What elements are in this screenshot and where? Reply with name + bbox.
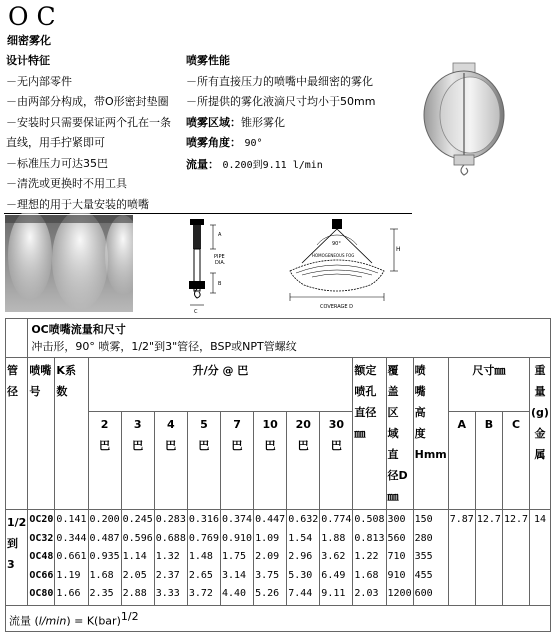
orifice-value: 2.03 (354, 588, 379, 599)
flow-label: 流量： (186, 157, 219, 171)
dim-a-cell: 7.87 (448, 510, 475, 606)
flow-value: 4.40 (221, 588, 247, 599)
flow-value: 1.14 (122, 551, 147, 562)
col-k-label: 数 (56, 385, 68, 398)
k-value: 1.19 (56, 569, 81, 581)
flow-value: 0.688 (155, 532, 186, 544)
col-k-label: K系 (56, 364, 76, 377)
col-height-label: 喷 (414, 364, 426, 377)
col-pressure (287, 412, 320, 510)
performance-heading: 喷雾性能 (186, 54, 230, 67)
dim-c-cell: 12.7 (502, 510, 529, 606)
pressure-unit: 巴 (297, 439, 309, 453)
flow-value: 0.632 (288, 514, 319, 525)
spray-angle-label: 喷雾角度： (186, 136, 241, 149)
flow-value: 1.32 (155, 551, 180, 562)
pressure-value: 7 (233, 418, 241, 432)
flow-cell (88, 510, 121, 606)
formula-mid: ) = K(bar) (66, 614, 121, 628)
spray-area-value: 锥形雾化 (241, 115, 285, 129)
col-height (413, 358, 448, 510)
flow-value: 2.88 (122, 588, 147, 599)
col-model-label: 喷嘴 (29, 364, 52, 377)
col-weight-label: 金属 (534, 427, 546, 461)
dim-label-b: B (218, 281, 222, 287)
col-orifice-label: 喷孔 (354, 385, 377, 398)
pressure-value: 5 (200, 418, 208, 432)
flow-value: 0.774 (321, 514, 352, 525)
flow-value: 1.75 (221, 551, 247, 562)
flow-value: 6.49 (321, 569, 346, 581)
orifice-value: 0.813 (354, 532, 385, 544)
col-coverage-label: 径D (387, 469, 408, 482)
design-item: 直线，用手拧紧即可 (6, 136, 105, 149)
col-model (28, 358, 55, 510)
table-caption (28, 319, 551, 358)
col-orifice-label: 额定 (354, 364, 377, 377)
flow-value: 0.596 (122, 532, 153, 544)
dim-label-a: A (218, 232, 222, 238)
col-pressure (88, 412, 121, 510)
height-cell (413, 510, 448, 606)
design-item: －理想的用于大量安装的喷嘴 (6, 197, 149, 211)
fog-label: HOMOGENEOUS FOG (312, 253, 355, 258)
performance-item: －所有直接压力的喷嘴中最细密的雾化 (186, 74, 373, 88)
flow-cell (121, 510, 154, 606)
flow-value: 1.68 (89, 569, 114, 581)
flow-cell (154, 510, 187, 606)
flow-value: 0.910 (221, 532, 253, 544)
table-description: 冲击形，90° 喷雾，1/2"到3"管径，BSP或NPT管螺纹 (31, 340, 297, 353)
col-pipe-size (6, 358, 28, 510)
pressure-unit: 巴 (165, 439, 177, 453)
col-pressure (220, 412, 253, 510)
k-value: 0.344 (56, 532, 87, 544)
col-k-factor (55, 358, 88, 510)
spray-coverage-diagram (282, 215, 412, 315)
flow-value: 0.200到9.11 l/min (222, 159, 323, 171)
pressure-value: 4 (166, 418, 175, 432)
k-value: 0.141 (56, 514, 87, 525)
col-orifice (353, 358, 386, 510)
flow-value: 1.54 (288, 532, 313, 544)
col-weight-label: (g) (531, 406, 549, 419)
flow-value: 3.14 (221, 569, 247, 581)
col-model-label: 号 (29, 385, 41, 398)
col-dims-group: 尺寸㎜ (448, 358, 529, 412)
flow-value: 1.88 (321, 532, 346, 544)
coverage-cell (386, 510, 413, 606)
dim-b-cell: 12.7 (475, 510, 502, 606)
flow-value: 2.96 (288, 551, 313, 562)
col-coverage (386, 358, 413, 510)
pressure-unit: 巴 (99, 439, 111, 453)
flow-cell (187, 510, 220, 606)
model-cell (28, 510, 55, 606)
flow-formula (6, 605, 551, 632)
pressure-value: 20 (295, 418, 311, 432)
design-item: －无内部零件 (6, 74, 72, 88)
flow-value: 3.72 (188, 588, 213, 599)
flow-value: 0.447 (255, 514, 286, 525)
pressure-value: 30 (328, 418, 344, 432)
coverage-value: 910 (387, 569, 406, 581)
col-dim-b: B (475, 412, 502, 510)
col-height-label: Hmm (414, 448, 447, 461)
height-value: 600 (414, 588, 433, 599)
flow-table (5, 318, 551, 632)
pressure-value: 2 (100, 418, 109, 432)
design-features (6, 51, 188, 215)
col-pressure (187, 412, 220, 510)
flow-cell (287, 510, 320, 606)
pressure-unit: 巴 (198, 439, 210, 453)
col-coverage-label: 域 (387, 427, 399, 440)
pipe-label: PIPE (214, 254, 225, 260)
pressure-unit: 巴 (132, 439, 144, 453)
flow-value: 0.245 (122, 514, 153, 525)
col-pressure (154, 412, 187, 510)
flow-value: 7.44 (288, 588, 313, 599)
flow-cell (320, 510, 353, 606)
spray-angle-value: 90° (244, 138, 263, 149)
formula-prefix: 流量 ( (9, 614, 39, 628)
pressure-value: 3 (133, 418, 142, 432)
flow-value: 0.200 (89, 514, 120, 525)
flow-value: 3.62 (321, 551, 346, 562)
flow-value: 5.26 (255, 588, 280, 599)
col-pressure (320, 412, 353, 510)
flow-value: 0.935 (89, 551, 120, 562)
table-caption-spacer (6, 319, 28, 358)
spray-angle-row (186, 133, 416, 155)
height-value: 150 (414, 514, 433, 525)
dia-label: DIA. (215, 260, 226, 266)
col-pressure (254, 412, 287, 510)
angle-label: 90° (332, 241, 341, 247)
flow-value: 0.769 (188, 532, 219, 544)
orifice-cell (353, 510, 386, 606)
formula-var: l/min (38, 614, 67, 628)
col-pipe-size-label: 管 (7, 364, 18, 377)
flow-cell (220, 510, 253, 606)
model-value: OC32 (29, 532, 54, 544)
table-data-row (6, 510, 551, 606)
col-flow-group: 升/分 @ 巴 (88, 358, 353, 412)
dim-label-h: H (396, 246, 401, 253)
design-item: －标准压力可达35巴 (6, 156, 108, 170)
col-weight (530, 358, 551, 510)
coverage-value: 710 (387, 551, 406, 562)
flow-value: 2.37 (155, 569, 180, 581)
height-value: 455 (414, 569, 433, 581)
coverage-label: COVERAGE D (320, 304, 353, 310)
model-value: OC66 (29, 569, 54, 581)
product-subtitle: 细密雾化 (7, 34, 51, 47)
orifice-value: 1.22 (354, 551, 379, 562)
col-coverage-label: 直 (387, 448, 399, 461)
design-item: －清洗或更换时不用工具 (6, 177, 127, 190)
flow-row (186, 155, 416, 177)
coverage-value: 1200 (387, 588, 412, 599)
design-item: －安装时只需要保证两个孔在一条 (6, 115, 171, 129)
section-divider (4, 213, 412, 214)
height-value: 355 (414, 551, 433, 562)
col-orifice-label: 直径 (354, 406, 377, 419)
col-height-label: 高 (414, 406, 426, 419)
col-dim-a: A (448, 412, 475, 510)
pressure-unit: 巴 (231, 439, 243, 453)
flow-value: 2.09 (255, 551, 280, 562)
flow-value: 5.30 (288, 569, 313, 581)
k-value: 1.66 (56, 588, 81, 599)
flow-value: 1.48 (188, 551, 213, 562)
col-coverage-label: ㎜ (387, 490, 399, 503)
flow-value: 2.05 (122, 569, 147, 581)
model-value: OC48 (29, 551, 54, 562)
design-heading: 设计特征 (6, 54, 50, 67)
orifice-value: 1.68 (354, 569, 379, 581)
nozzle-dimension-diagram (170, 215, 250, 315)
col-coverage-label: 盖 (387, 385, 399, 398)
col-orifice-label: ㎜ (354, 427, 366, 440)
design-item: －由两部分构成，带O形密封垫圈 (6, 95, 169, 108)
dim-label-c: C (194, 309, 198, 315)
flow-cell (254, 510, 287, 606)
weight-cell: 14 (530, 510, 551, 606)
coverage-value: 300 (387, 514, 406, 525)
col-coverage-label: 覆 (387, 364, 399, 377)
flow-value: 3.33 (155, 588, 180, 599)
product-title: OC (8, 2, 64, 31)
orifice-value: 0.508 (354, 514, 385, 525)
col-pipe-size-label: 径 (7, 385, 18, 398)
model-value: OC80 (29, 588, 54, 599)
coverage-value: 560 (387, 532, 406, 544)
table-title: OC喷嘴流量和尺寸 (31, 323, 126, 336)
pressure-unit: 巴 (264, 439, 276, 453)
flow-value: 0.316 (188, 514, 219, 525)
spray-area-row (186, 113, 416, 134)
height-value: 280 (414, 532, 433, 544)
col-dim-c: C (502, 412, 529, 510)
pipe-size-text: 3 (7, 558, 15, 571)
performance-item: －所提供的雾化液滴尺寸均小于50mm (186, 95, 376, 108)
spray-area-label: 喷雾区域： (186, 115, 241, 129)
spray-photo (5, 215, 133, 312)
k-cell (55, 510, 88, 606)
nozzle-photo (420, 55, 530, 185)
col-pressure (121, 412, 154, 510)
model-value: OC20 (29, 514, 54, 525)
col-coverage-label: 区 (387, 406, 399, 419)
flow-value: 0.374 (221, 514, 253, 525)
flow-value: 2.35 (89, 588, 114, 599)
flow-value: 1.09 (255, 532, 280, 544)
flow-value: 3.75 (255, 569, 280, 581)
pressure-value: 10 (262, 418, 278, 432)
pipe-size-cell (6, 510, 28, 606)
flow-value: 0.283 (155, 514, 186, 525)
col-weight-label: 重量 (534, 364, 546, 398)
flow-value: 0.487 (89, 532, 120, 544)
col-height-label: 度 (414, 427, 426, 440)
spray-performance (186, 51, 416, 176)
flow-value: 2.65 (188, 569, 213, 581)
pipe-size-text: 到 (7, 537, 18, 550)
k-value: 0.661 (56, 551, 87, 562)
pressure-unit: 巴 (330, 439, 342, 453)
formula-exp: 1/2 (120, 609, 139, 623)
pipe-size-text: 1/2 (7, 516, 27, 529)
col-height-label: 嘴 (414, 385, 426, 398)
flow-value: 9.11 (321, 588, 346, 599)
